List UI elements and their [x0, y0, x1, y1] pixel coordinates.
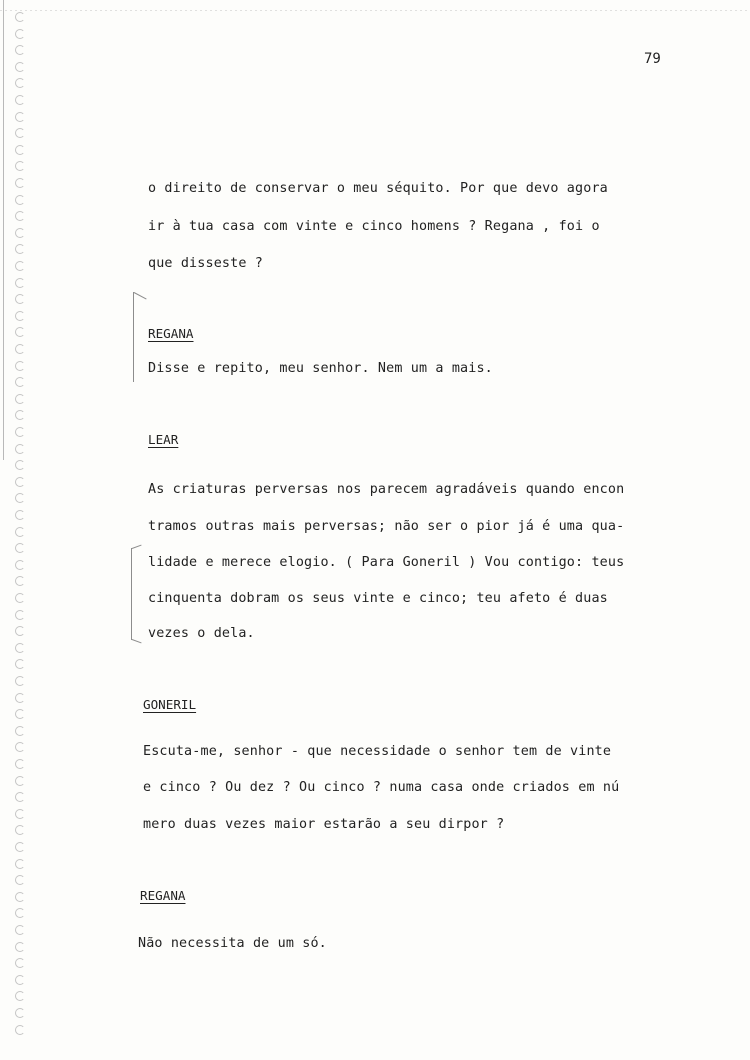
binding-hole-icon	[15, 576, 25, 586]
binding-hole-icon	[15, 593, 25, 603]
binding-hole-icon	[15, 444, 25, 454]
speaker-name: REGANA	[148, 326, 194, 341]
text-line: tramos outras mais perversas; não ser o pior já é uma qua-	[148, 519, 625, 534]
binding-hole-icon	[15, 228, 25, 238]
binding-hole-icon	[15, 809, 25, 819]
text-line: As criaturas perversas nos parecem agradáveis quando encon	[148, 482, 625, 497]
binding-hole-icon	[15, 493, 25, 503]
binding-hole-icon	[15, 1008, 25, 1018]
binding-hole-icon	[15, 394, 25, 404]
speaker-name: LEAR	[148, 432, 179, 447]
binding-hole-icon	[15, 427, 25, 437]
binding-hole-icon	[15, 842, 25, 852]
binding-hole-icon	[15, 361, 25, 371]
text-line: o direito de conservar o meu séquito. Por que devo agora	[148, 181, 608, 196]
binding-hole-icon	[15, 709, 25, 719]
scan-top-edge	[0, 10, 750, 11]
binding-hole-icon	[15, 128, 25, 138]
binding-hole-icon	[15, 244, 25, 254]
text-line: e cinco ? Ou dez ? Ou cinco ? numa casa onde criados em nú	[143, 780, 620, 795]
binding-hole-icon	[15, 759, 25, 769]
text-line: cinquenta dobram os seus vinte e cinco; teu afeto é duas	[148, 591, 608, 606]
binding-hole-icon	[15, 560, 25, 570]
text-line: Escuta-me, senhor - que necessidade o senhor tem de vinte	[143, 744, 612, 759]
binding-hole-icon	[15, 377, 25, 387]
text-line: Não necessita de um só.	[138, 936, 327, 951]
binding-hole-icon	[15, 29, 25, 39]
text-line: lidade e merece elogio. ( Para Goneril ) Vou contigo: teus	[148, 555, 625, 570]
binding-hole-icon	[15, 975, 25, 985]
binding-hole-icon	[15, 643, 25, 653]
binding-hole-icon	[15, 610, 25, 620]
binding-hole-icon	[15, 925, 25, 935]
speaker-name: REGANA	[140, 888, 186, 903]
binding-hole-icon	[15, 659, 25, 669]
binding-hole-icon	[15, 278, 25, 288]
binding-hole-icon	[15, 825, 25, 835]
binding-hole-icon	[15, 477, 25, 487]
speaker-name: GONERIL	[143, 697, 197, 712]
binding-hole-icon	[15, 311, 25, 321]
binding-hole-icon	[15, 410, 25, 420]
binding-hole-icon	[15, 510, 25, 520]
binding-hole-icon	[15, 178, 25, 188]
binding-hole-icon	[15, 1025, 25, 1035]
binding-hole-icon	[15, 344, 25, 354]
binding-hole-icon	[15, 261, 25, 271]
binding-hole-icon	[15, 112, 25, 122]
binding-hole-icon	[15, 327, 25, 337]
binding-hole-icon	[15, 892, 25, 902]
binding-hole-icon	[15, 776, 25, 786]
binding-hole-icon	[15, 908, 25, 918]
margin-bracket-mark	[133, 292, 134, 382]
binding-hole-icon	[15, 693, 25, 703]
text-line: vezes o dela.	[148, 626, 255, 641]
binding-hole-icon	[15, 875, 25, 885]
binding-hole-icon	[15, 145, 25, 155]
binding-hole-icon	[15, 543, 25, 553]
binding-hole-icon	[15, 460, 25, 470]
binding-hole-icon	[15, 211, 25, 221]
binding-hole-icon	[15, 527, 25, 537]
binding-hole-icon	[15, 958, 25, 968]
binding-hole-icon	[15, 45, 25, 55]
text-line: mero duas vezes maior estarão a seu dirpor ?	[143, 817, 505, 832]
binding-hole-icon	[15, 626, 25, 636]
binding-hole-icon	[15, 742, 25, 752]
page-number: 79	[644, 51, 661, 67]
binding-hole-icon	[15, 991, 25, 1001]
binding-hole-icon	[15, 676, 25, 686]
binding-hole-icon	[15, 726, 25, 736]
binding-holes	[15, 12, 29, 1042]
binding-hole-icon	[15, 792, 25, 802]
binding-hole-icon	[15, 78, 25, 88]
text-line: Disse e repito, meu senhor. Nem um a mais.	[148, 361, 493, 376]
binding-hole-icon	[15, 12, 25, 22]
binding-hole-icon	[15, 859, 25, 869]
binding-hole-icon	[15, 294, 25, 304]
margin-bracket-mark	[131, 548, 132, 640]
binding-hole-icon	[15, 161, 25, 171]
binding-hole-icon	[15, 195, 25, 205]
binding-hole-icon	[15, 95, 25, 105]
binding-hole-icon	[15, 62, 25, 72]
binding-hole-icon	[15, 942, 25, 952]
text-line: que disseste ?	[148, 256, 263, 271]
text-line: ir à tua casa com vinte e cinco homens ? Regana , foi o	[148, 219, 600, 234]
binding-line	[3, 0, 4, 460]
